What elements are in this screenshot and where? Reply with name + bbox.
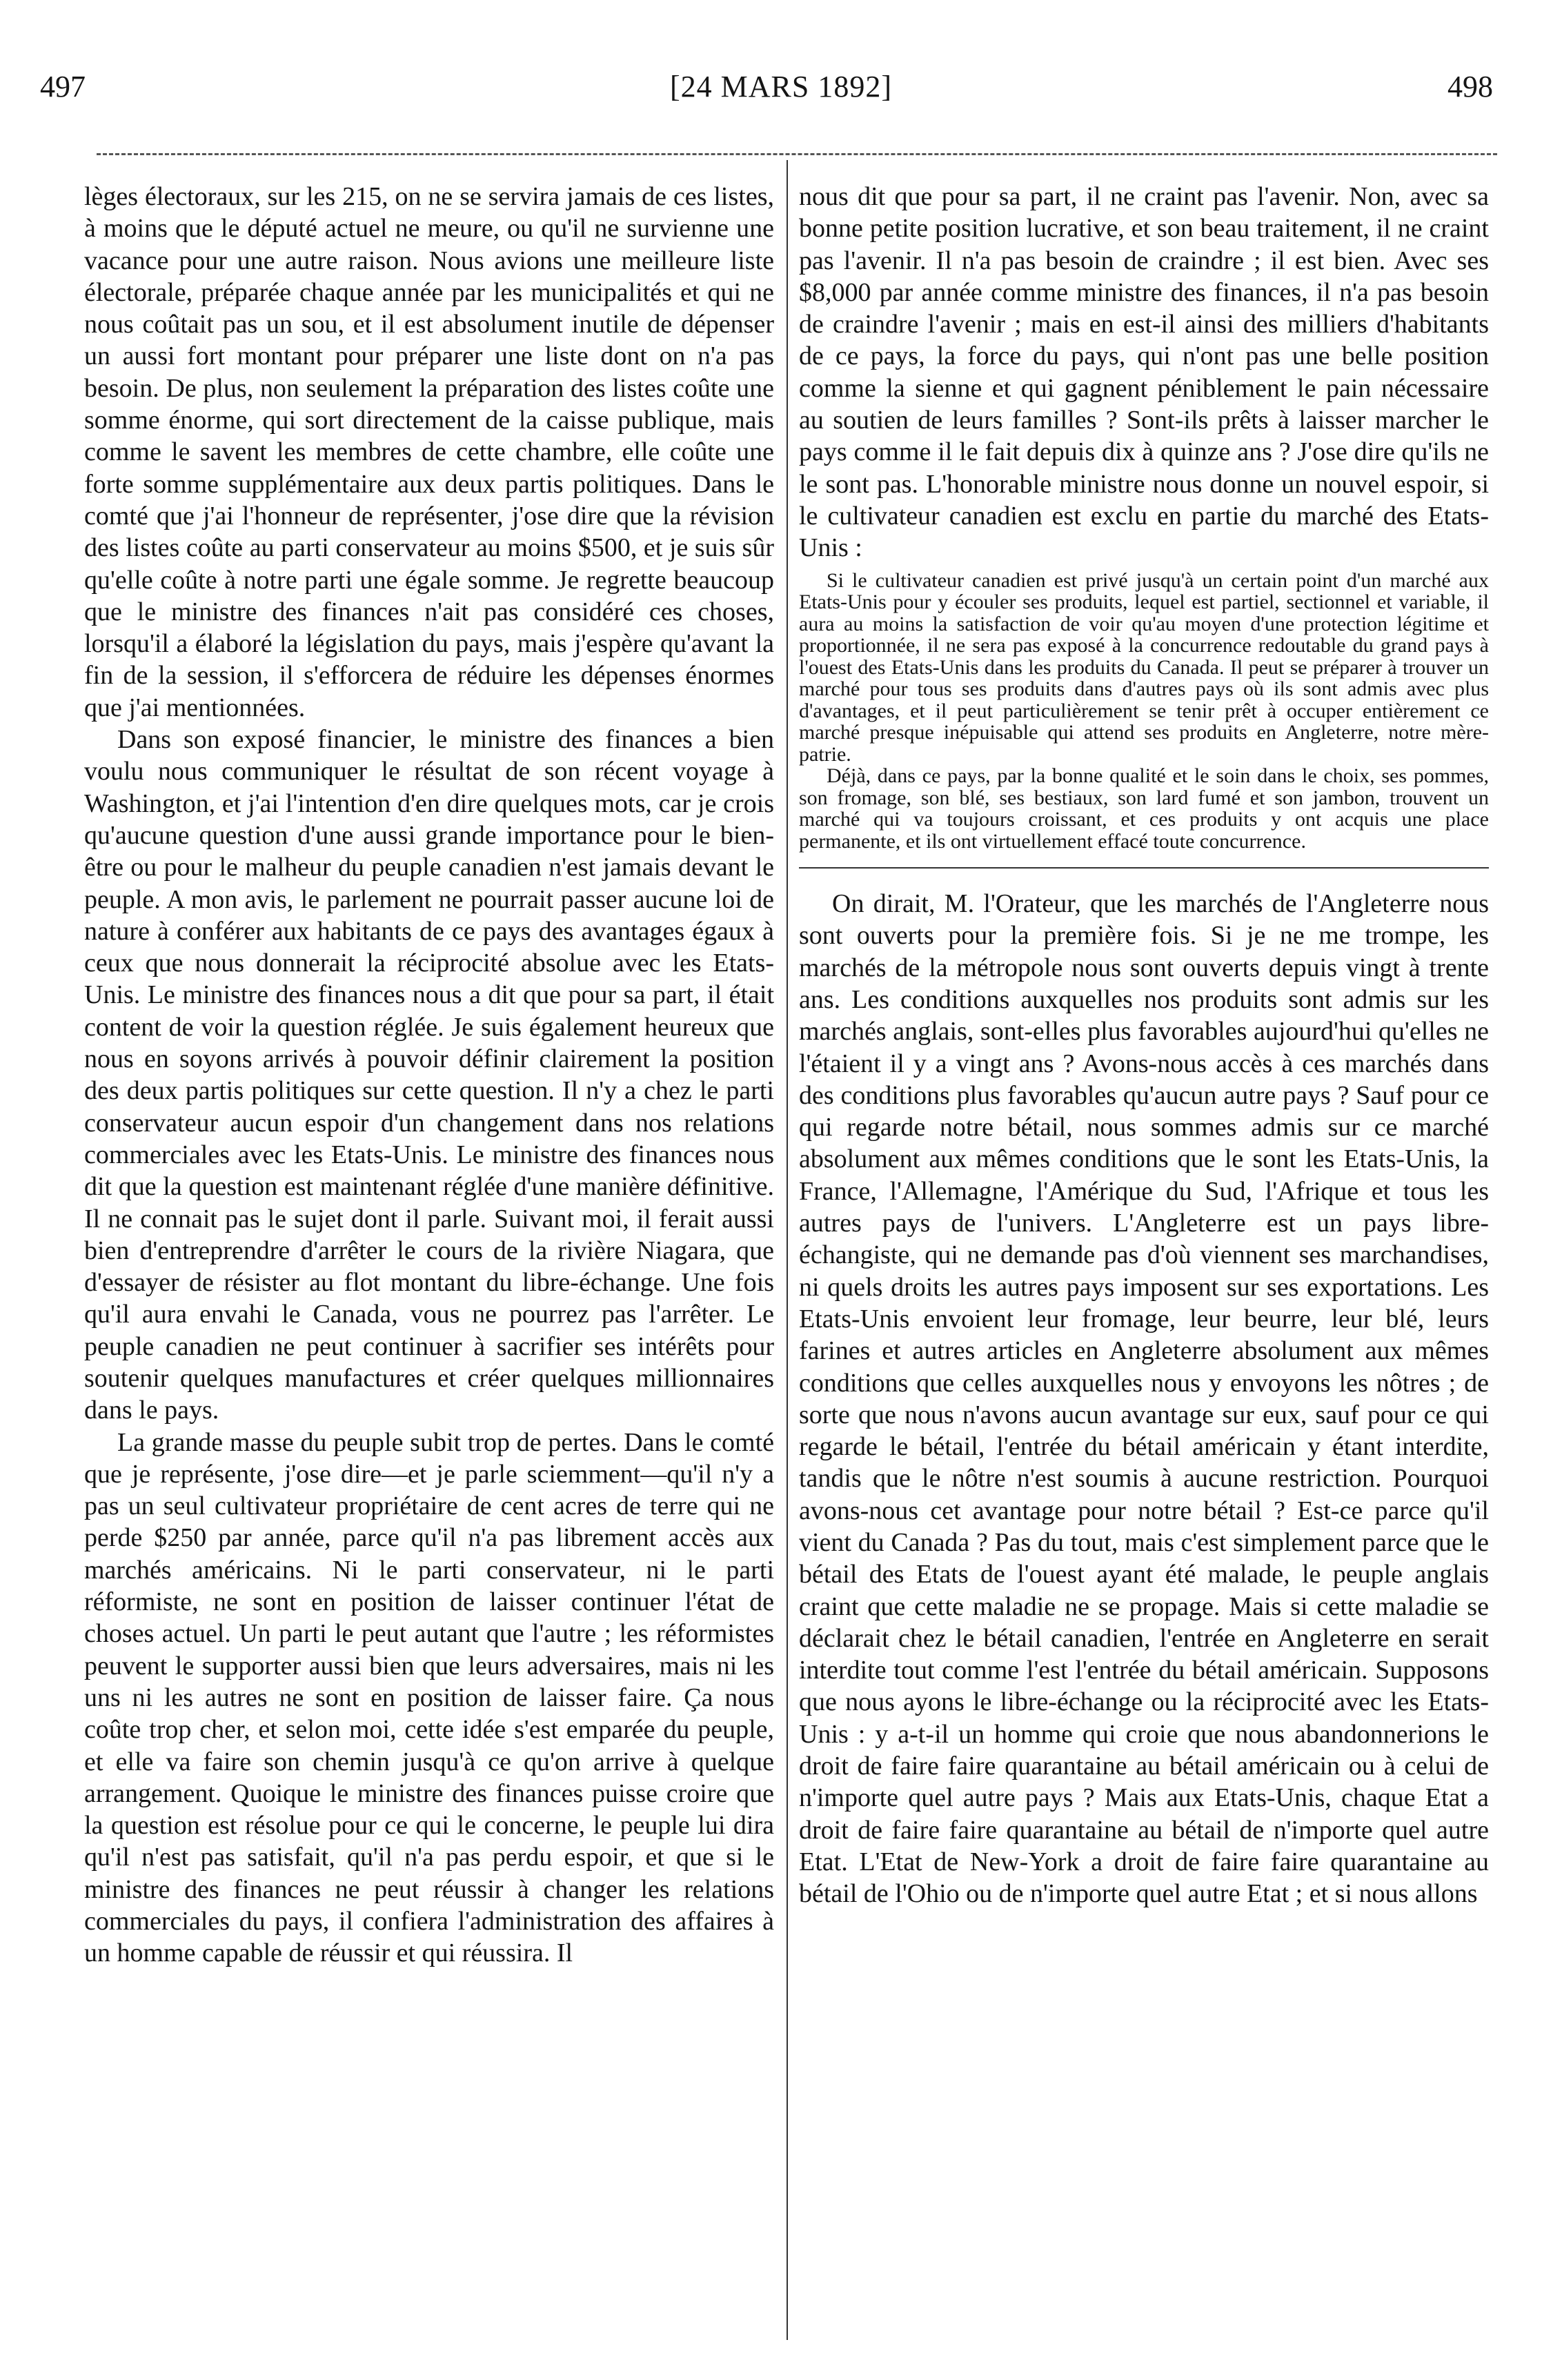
quote-paragraph: Déjà, dans ce pays, par la bonne qualité et le soin dans le choix, ses pommes, son fromage, son blé, ses bestiaux, son lard fumé et son jambon, trouvent un marché qui va toujours croissant, et ces produits y ont acquis une place permanente, et ils ont virtuellement effacé toute concurrence. xyxy=(799,764,1489,853)
paragraph: La grande masse du peuple subit trop de pertes. Dans le comté que je représente, j'ose dire—et je parle sciemment—qu'il n'y a pas un seul cultivateur propriétaire de cent acres de terre qui ne perde $250 par année, parce qu'il n'a pas librement accès aux marchés américains. Ni le parti conservateur, ni le parti réformiste, ne sont en position de laisser continuer l'état de choses actuel. Un parti le peut autant que l'autre ; les réformistes peuvent le supporter aussi bien que leurs adversaires, mais ni les uns ni les autres ne sont en position de laisser faire. Ça nous coûte trop cher, et selon moi, cette idée s'est emparée du peuple, et elle va faire son chemin jusqu'à ce qu'on arrive à quelque arrangement. Quoique le ministre des finances puisse croire que la question est résolue pour ce qui le concerne, le peuple lui dira qu'il n'est pas satisfait, qu'il n'a pas perdu espoir, et que si le ministre des finances ne peut réussir à changer les relations commerciales du pays, il confiera l'administration des affaires à un homme capable de réussir et qui réussira. Il xyxy=(84,1427,774,1968)
paragraph: On dirait, M. l'Orateur, que les marchés de l'Angleterre nous sont ouverts pour la première fois. Si je ne me trompe, les marchés de la métropole nous sont ouverts depuis vingt à trente ans. Les conditions auxquelles nos produits sont admis sur les marchés anglais, sont-elles plus favorables aujourd'hui qu'elles ne l'étaient il y a vingt ans ? Avons-nous accès à ces marchés dans des conditions plus favorables qu'aucun autre pays ? Sauf pour ce qui regarde notre bétail, nous sommes admis sur ce marché absolument aux mêmes conditions que le sont les Etats-Unis, la France, l'Allemagne, l'Amérique du Sud, l'Afrique et tous les autres pays de l'univers. L'Angleterre est un pays libre-échangiste, qui ne demande pas d'où viennent ses marchandises, ni quels droits les autres pays imposent sur ses exportations. Les Etats-Unis envoient leur fromage, leur beurre, leur blé, leurs farines et autres articles en Angleterre absolument aux mêmes conditions que celles auxquelles nous y envoyons les nôtres ; de sorte que nous n'avons aucun avantage sur eux, sauf pour ce qui regarde le bétail, l'entrée du bétail américain y étant interdite, tandis que le nôtre n'est soumis à aucune restriction. Pourquoi avons-nous cet avantage pour notre bétail ? Est-ce parce qu'il vient du Canada ? Pas du tout, mais c'est simplement parce que le bétail des Etats de l'ouest ayant été malade, le peuple anglais craint que cette maladie ne se propage. Mais si cette maladie se déclarait chez le bétail canadien, l'entrée en Angleterre en serait interdite tout comme l'est l'entrée du bétail américain. Supposons que nous ayons le libre-échange ou la réciprocité avec les Etats-Unis : y a-t-il un homme qui croie que nous abandonnerions le droit de faire faire quarantaine au bétail américain ou à celui de n'importe quel autre pays ? Mais aux Etats-Unis, chaque Etat a droit de faire faire quarantaine au bétail de n'importe quel autre Etat. L'Etat de New-York a droit de faire faire quarantaine au bétail de l'Ohio ou de n'importe quel autre Etat ; et si nous allons xyxy=(799,889,1489,1909)
paragraph: lèges électoraux, sur les 215, on ne se servira jamais de ces listes, à moins que le député actuel ne meure, ou qu'il ne survienne une vacance pour une autre raison. Nous avions une meilleure liste électorale, préparée chaque année par les municipalités et qui ne nous coûtait pas un sou, et il est absolument inutile de dépenser un aussi fort montant pour préparer une liste dont on n'a pas besoin. De plus, non seulement la préparation des listes coûte une somme énorme, qui sort directement de la caisse publique, mais comme le savent les membres de cette chambre, elle coûte une forte somme supplémentaire aux deux partis politiques. Dans le comté que j'ai l'honneur de représenter, j'ose dire que la révision des listes coûte au parti conservateur au moins $500, et je suis sûr qu'elle coûte à notre parti une égale somme. Je regrette beaucoup que le ministre des finances n'ait pas considéré ces choses, lorsqu'il a élaboré la législation du pays, mais j'espère qu'avant la fin de la session, il s'efforcera de réduire les dépenses énormes que j'ai mentionnées. xyxy=(84,182,774,722)
column-divider xyxy=(787,160,788,2340)
header-rule xyxy=(97,153,1497,155)
paragraph: Dans son exposé financier, le ministre des finances a bien voulu nous communiquer le résultat de son récent voyage à Washington, et j'ai l'intention d'en dire quelques mots, car je crois qu'aucune question d'une aussi grande importance pour le bien-être ou pour le malheur du peuple canadien n'est jamais devant le peuple. A mon avis, le parlement ne pourrait passer aucune loi de nature à conférer aux habitants de ce pays des avantages égaux à ceux que nous donnerait la réciprocité absolue avec les Etats-Unis. Le ministre des finances nous a dit que pour sa part, il était content de voir la question réglée. Je suis également heureux que nous en soyons arrivés à pouvoir définir clairement la position des deux partis politiques sur cette question. Il n'y a chez le parti conservateur aucun espoir d'un changement dans nos relations commerciales avec les Etats-Unis. Le ministre des finances nous dit que la question est maintenant réglée d'une manière définitive. Il ne connait pas le sujet dont il parle. Suivant moi, il ferait aussi bien d'entreprendre d'arrêter le cours de la rivière Niagara, que d'essayer de résister au flot montant du libre-échange. Une fois qu'il aura envahi le Canada, vous ne pourrez pas l'arrêter. Le peuple canadien ne peut continuer à sacrifier ses intérêts pour soutenir quelques manufactures et créer quelques millionnaires dans le pays. xyxy=(84,725,774,1425)
page-title: [24 MARS 1892] xyxy=(669,70,893,103)
left-column xyxy=(84,181,774,1970)
block-quote xyxy=(799,570,1489,853)
quote-paragraph: Si le cultivateur canadien est privé jusqu'à un certain point d'un marché aux Etats-Unis pour y écouler ses produits, lequel est partiel, sectionnel et variable, il aura au moins la satisfaction de voir qu'au moyen d'une protection légitime et proportionnée, il ne sera pas exposé à la concurrence redoutable du grand pays à l'ouest des Etats-Unis dans les produits du Canada. Il peut se préparer à trouver un marché pour tous ses produits dans d'autres pays où ils sont admis avec plus d'avantages, et il peut particulièrement se tenir prêt à occuper entièrement ce marché presque inépuisable qui attend ses produits en Angleterre, notre mère-patrie. xyxy=(799,568,1489,766)
paragraph: nous dit que pour sa part, il ne craint pas l'avenir. Non, avec sa bonne petite position lucrative, et son beau traitement, il ne craint pas l'avenir. Il n'a pas besoin de craindre ; il est bien. Avec ses $8,000 par année comme ministre des finances, il n'a pas besoin de craindre l'avenir ; mais en est-il ainsi des milliers d'habitants de ce pays, la force du pays, qui n'ont pas une belle position comme la sienne et qui gagnent péniblement le pain nécessaire au soutien de leurs familles ? Sont-ils prêts à laisser marcher le pays comme il le fait depuis dix à quinze ans ? J'ose dire qu'ils ne le sont pas. L'honorable ministre nous donne un nouvel espoir, si le cultivateur canadien est exclu en partie du marché des Etats-Unis : xyxy=(799,182,1489,563)
page-number-left: 497 xyxy=(40,70,86,103)
right-column xyxy=(799,181,1489,1910)
quote-separator xyxy=(799,867,1489,869)
page-number-right: 498 xyxy=(1447,70,1493,103)
page-header xyxy=(0,61,1562,116)
